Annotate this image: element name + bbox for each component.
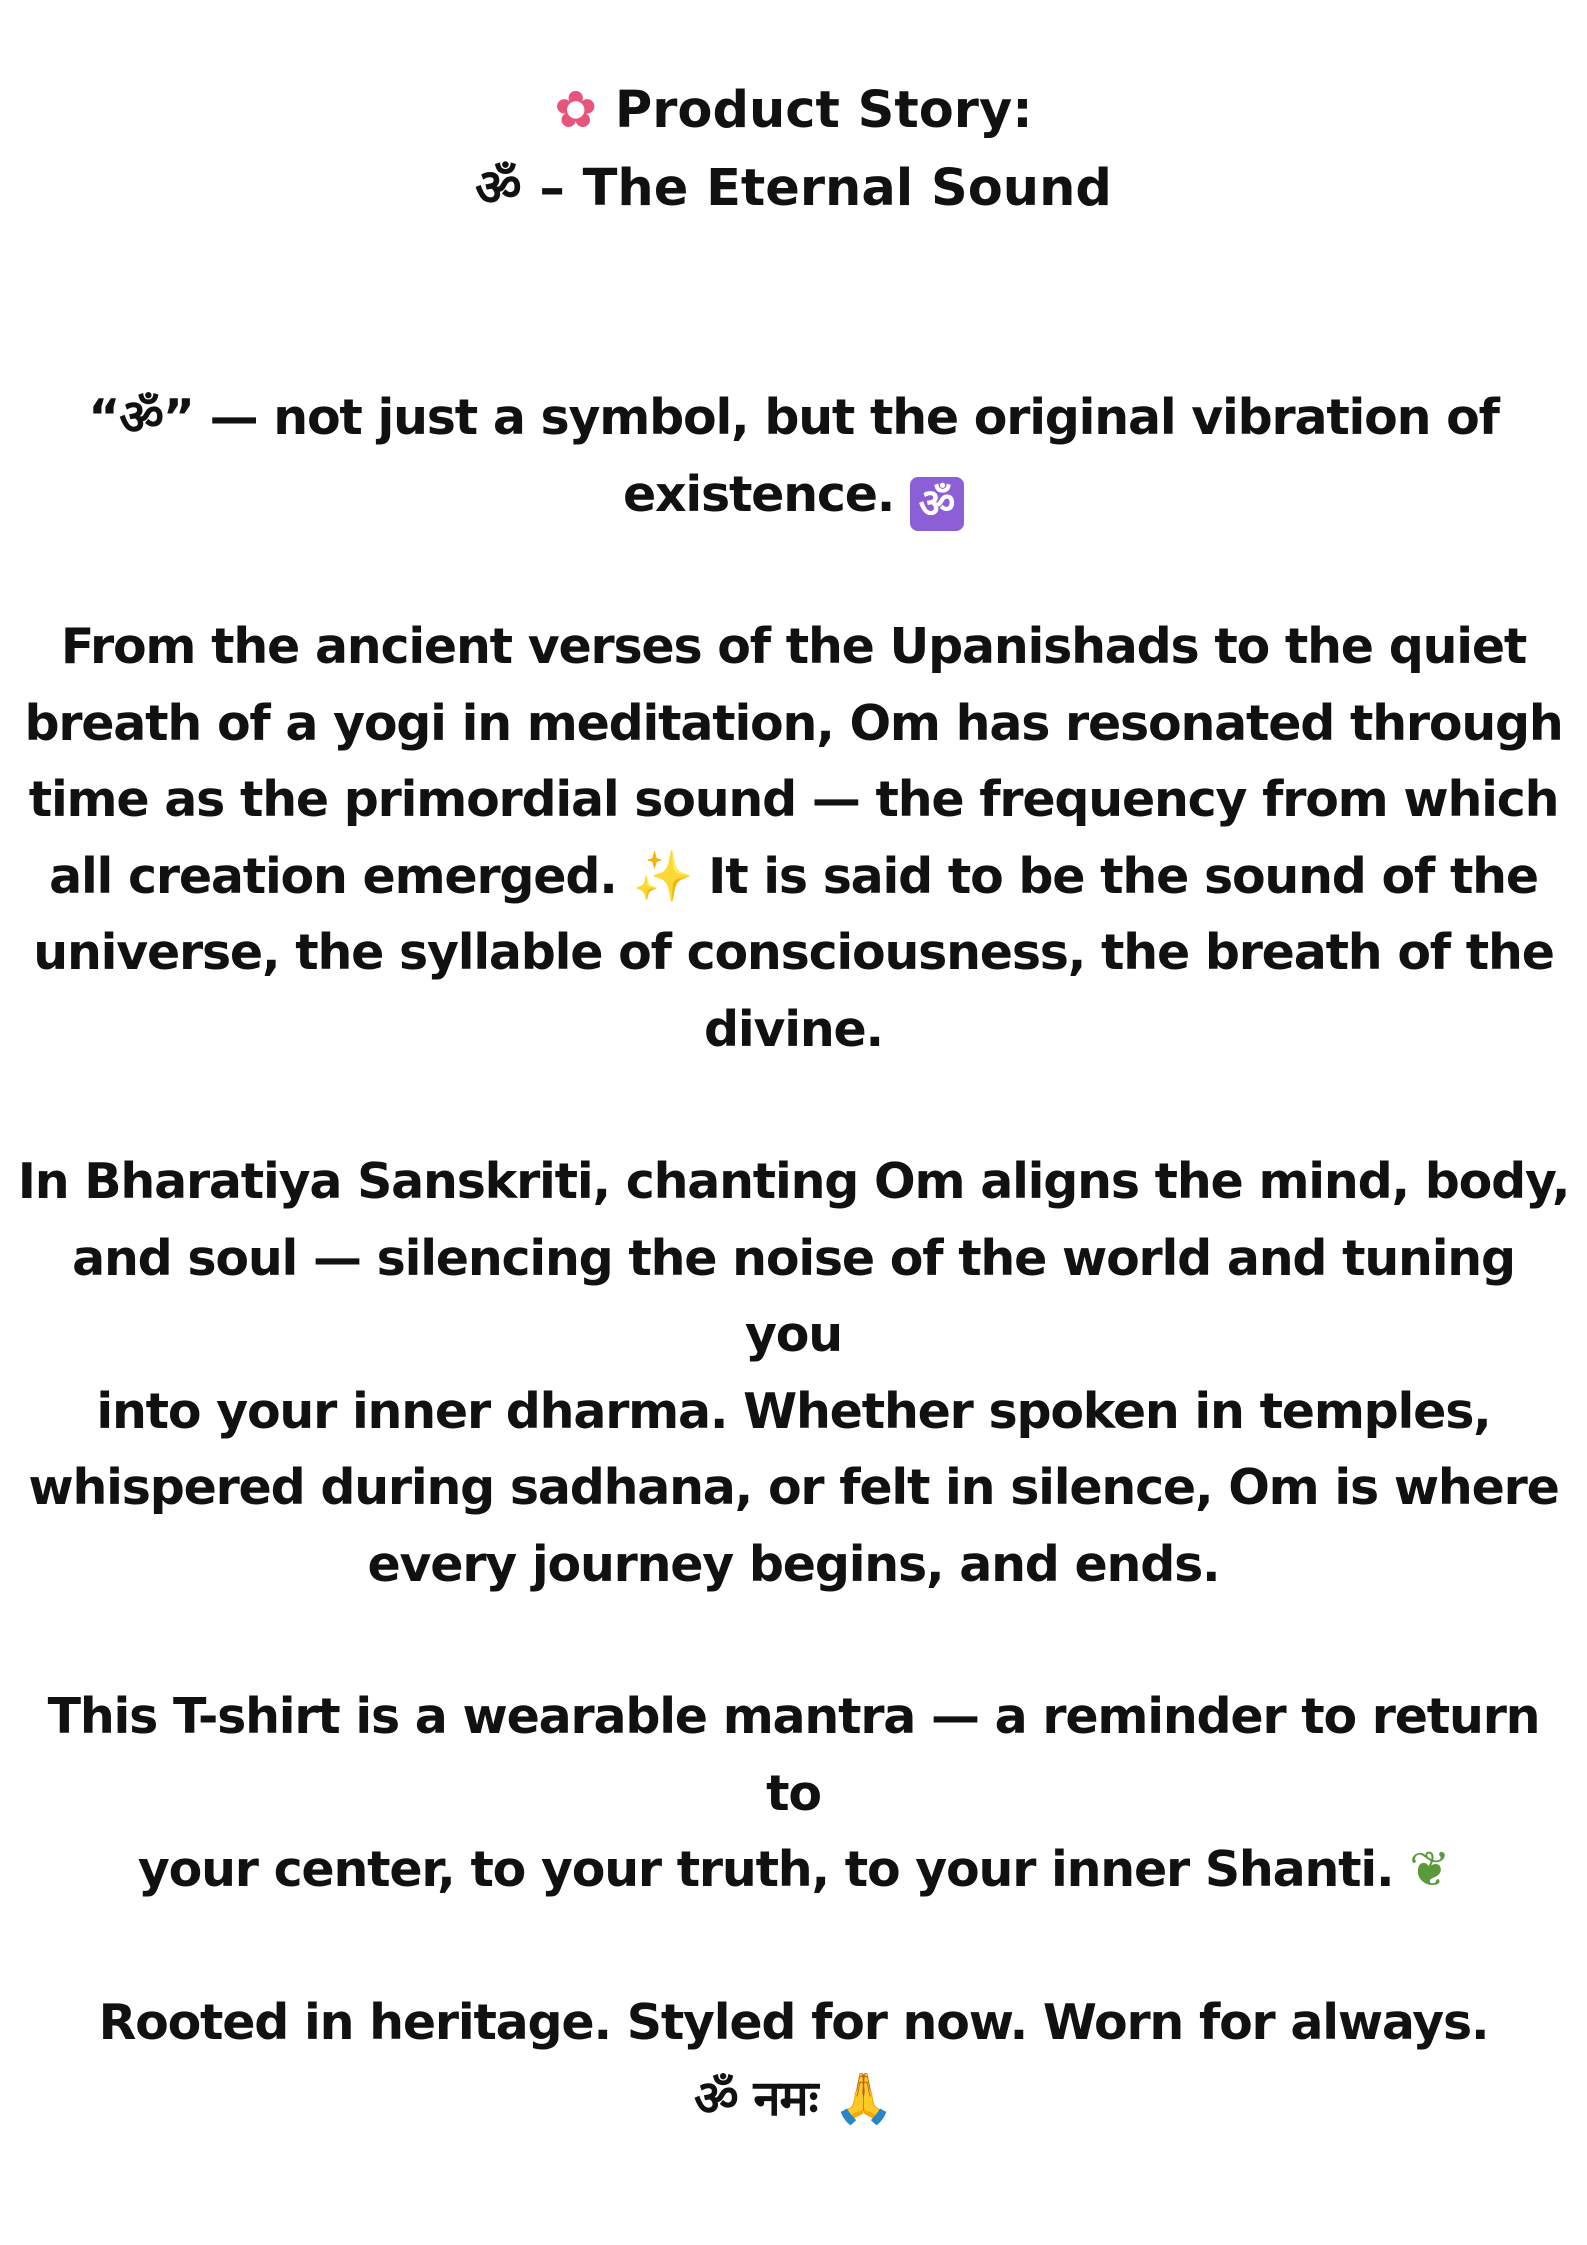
title-text: Product Story: bbox=[614, 81, 1033, 140]
para1-line-5: universe, the syllable of consciousness, the breath of the bbox=[33, 924, 1554, 981]
para2-line-5: every journey begins, and ends. bbox=[367, 1535, 1220, 1593]
closing-line-1: Rooted in heritage. Styled for now. Worn for always. bbox=[98, 1993, 1489, 2051]
para1-line-1: From the ancient verses of the Upanishads to the quiet bbox=[60, 618, 1527, 675]
para1-line-4b: It is said to be the sound of the bbox=[708, 847, 1538, 905]
para3-line-2 bbox=[16, 1832, 1571, 1909]
closing-mantra: ॐ नमः bbox=[693, 2070, 818, 2127]
upanishads-paragraph bbox=[16, 609, 1571, 1068]
para2-line-3: into your inner dharma. Whether spoken in temples, bbox=[96, 1382, 1491, 1440]
para1-line-4 bbox=[16, 839, 1571, 916]
herb-icon: ❦ bbox=[1409, 1841, 1450, 1898]
om-box-icon: ॐ bbox=[910, 477, 964, 531]
tshirt-paragraph bbox=[16, 1679, 1571, 1909]
hibiscus-icon: ✿ bbox=[554, 81, 598, 140]
para1-line-3: time as the primordial sound — the frequency from which bbox=[28, 771, 1559, 828]
intro-line-2-text: existence. bbox=[622, 465, 895, 523]
story-body bbox=[16, 380, 1571, 2214]
sparkles-icon: ✨ bbox=[632, 847, 693, 905]
para3-line-2-text: your center, to your truth, to your inner Shanti. bbox=[137, 1841, 1394, 1898]
para2-line-4: whispered during sadhana, or felt in silence, Om is where bbox=[28, 1459, 1559, 1516]
page-title bbox=[16, 72, 1571, 228]
folded-hands-icon: 🙏 bbox=[833, 2070, 893, 2127]
closing-line-2 bbox=[16, 2061, 1571, 2138]
para1-line-2: breath of a yogi in meditation, Om has resonated through bbox=[24, 694, 1563, 752]
para1-line-4a: all creation emerged. bbox=[49, 847, 617, 905]
title-line-2: ॐ – The Eternal Sound bbox=[475, 159, 1112, 218]
title-line-1 bbox=[16, 72, 1571, 150]
para1-line-6: divine. bbox=[704, 1000, 883, 1058]
intro-line-1: “ॐ” — not just a symbol, but the original vibration of bbox=[88, 389, 1499, 446]
intro-paragraph bbox=[16, 380, 1571, 533]
sanskriti-paragraph bbox=[16, 1144, 1571, 1603]
para2-line-1: In Bharatiya Sanskriti, chanting Om aligns the mind, body, bbox=[17, 1153, 1570, 1210]
closing-paragraph bbox=[16, 1985, 1571, 2138]
intro-line-2 bbox=[16, 457, 1571, 534]
para3-line-1: This T-shirt is a wearable mantra — a reminder to return to bbox=[47, 1688, 1540, 1822]
para2-line-2: and soul — silencing the noise of the world and tuning you bbox=[72, 1229, 1515, 1363]
